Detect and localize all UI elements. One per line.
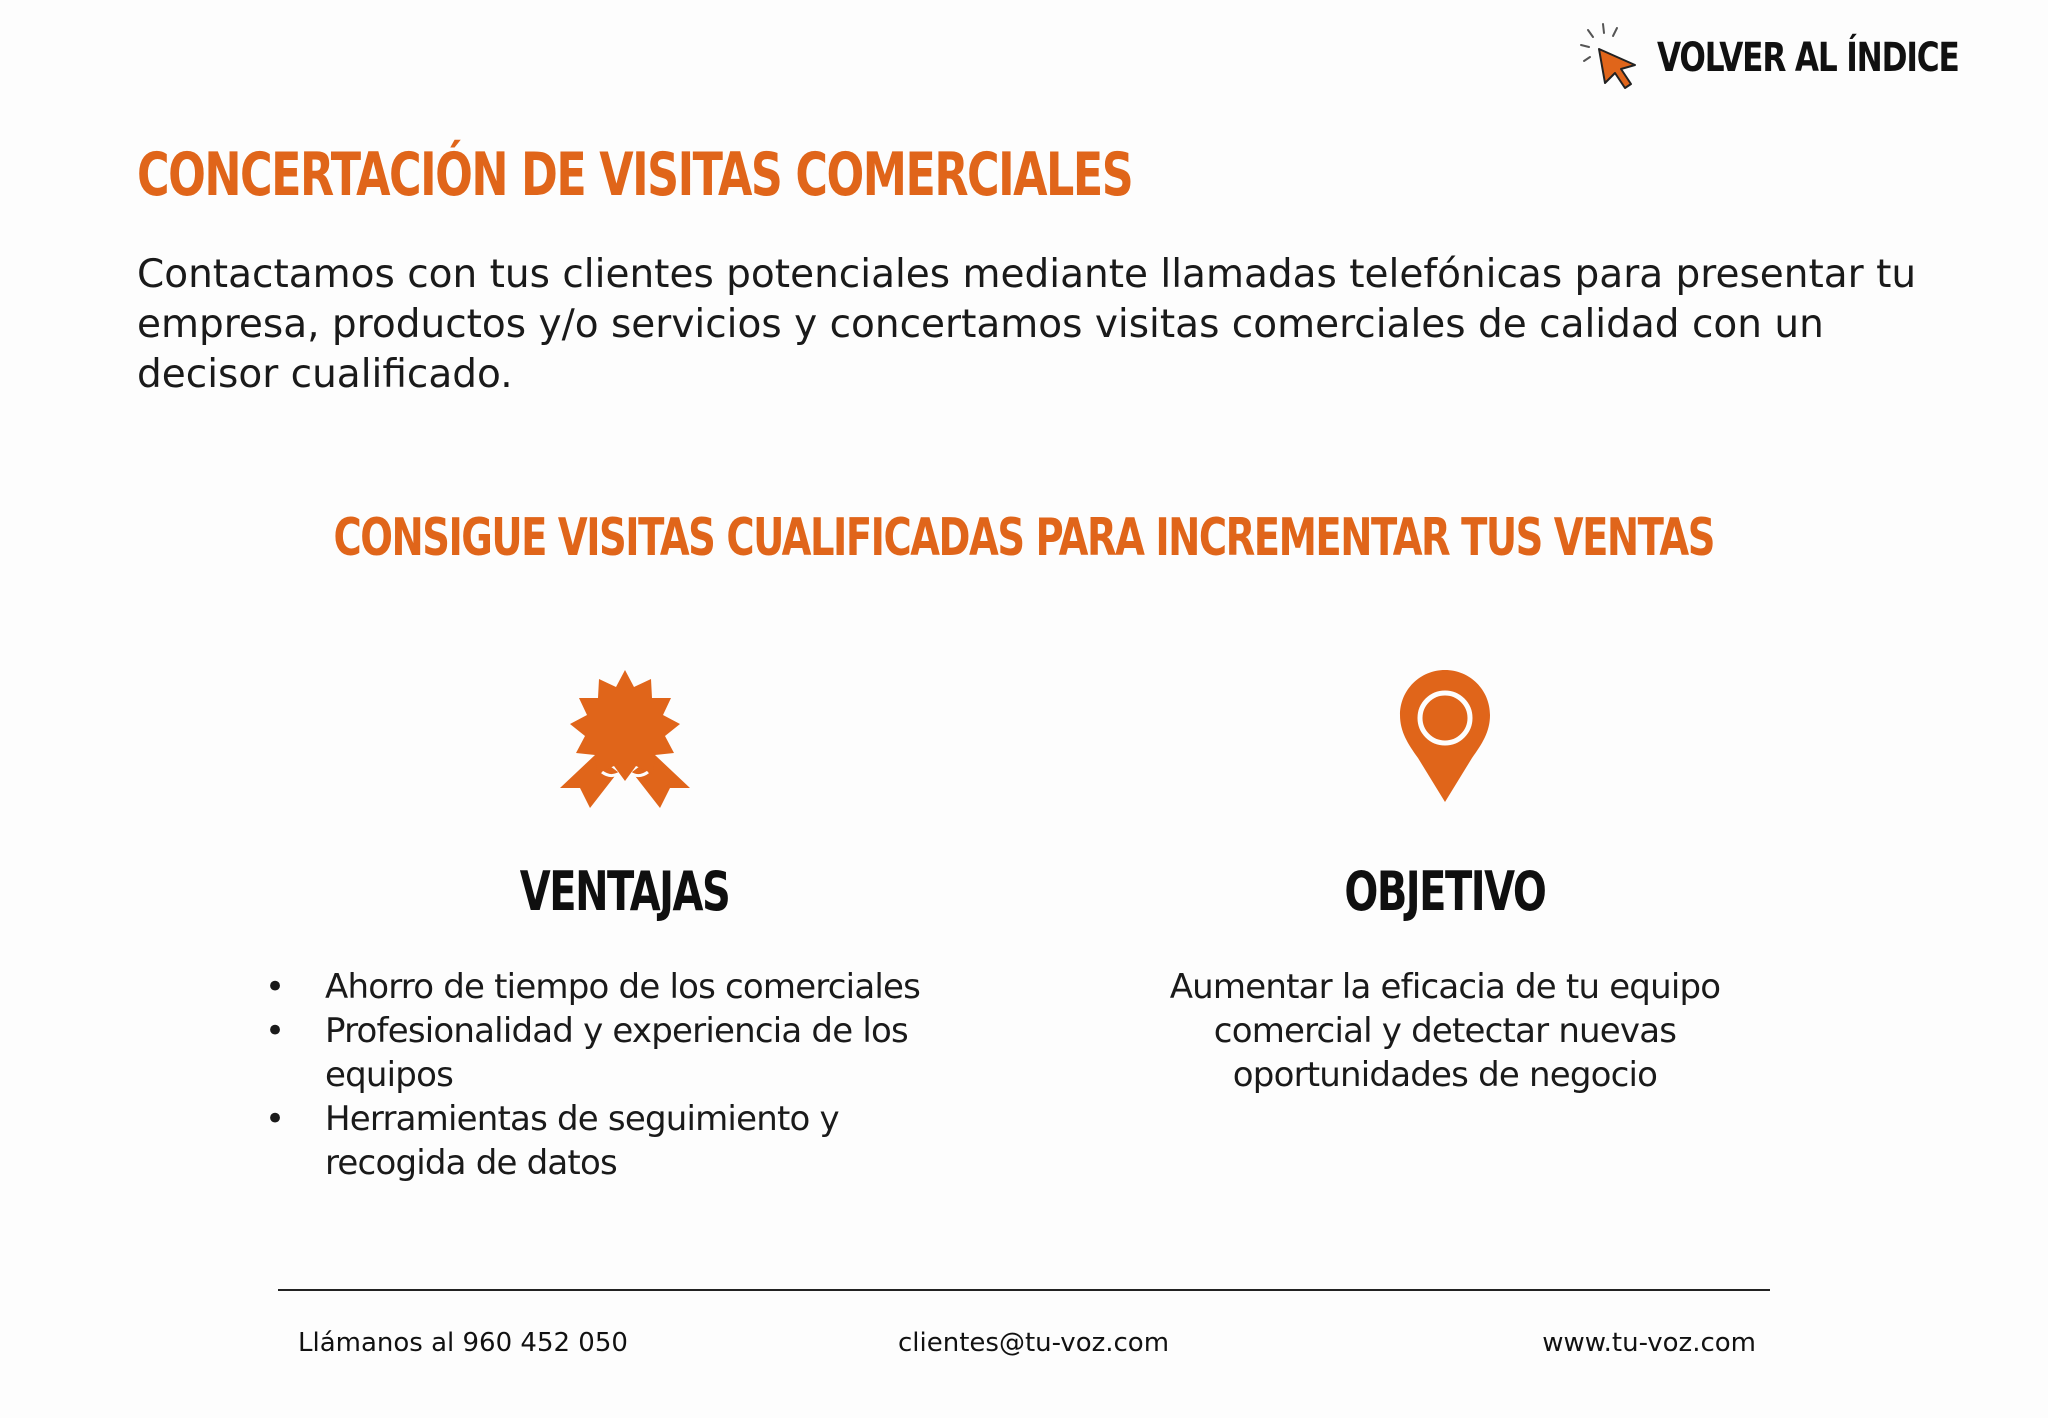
award-badge-icon [540, 660, 710, 820]
bullet-icon: • [265, 967, 285, 1007]
objective-column [1065, 660, 1825, 1097]
intro-paragraph: Contactamos con tus clientes potenciales mediante llamadas telefónicas para presentar tu empresa, productos y/o servicios y concertamos visitas comerciales de calidad con un decisor cualificado. [137, 252, 1917, 397]
cursor-click-icon [1567, 18, 1647, 98]
back-to-index-label: VOLVER AL ÍNDICE [1657, 35, 1959, 81]
footer-website: www.tu-voz.com [1542, 1328, 1756, 1358]
list-item-text: Herramientas de seguimiento y recogida de datos [325, 1099, 839, 1183]
advantages-heading [245, 860, 1005, 923]
bullet-icon: • [265, 1099, 285, 1139]
footer-phone: Llámanos al 960 452 050 [298, 1328, 628, 1358]
list-item-text: Ahorro de tiempo de los comerciales [325, 967, 921, 1007]
list-item [245, 965, 965, 1009]
list-item-text: Profesionalidad y experiencia de los equipos [325, 1011, 908, 1095]
list-item [245, 1009, 965, 1097]
list-item [245, 1097, 965, 1185]
advantages-heading-text: VENTAJAS [520, 860, 730, 923]
back-to-index-link[interactable] [1567, 18, 1986, 98]
section-subtitle-text: CONSIGUE VISITAS CUALIFICADAS PARA INCREMENTAR TUS VENTAS [333, 508, 1715, 568]
objective-text: Aumentar la eficacia de tu equipo comercial y detectar nuevas oportunidades de negocio [1169, 967, 1721, 1095]
page-title: CONCERTACIÓN DE VISITAS COMERCIALES [137, 140, 1133, 210]
advantages-column [245, 660, 1005, 1185]
footer-email: clientes@tu-voz.com [898, 1328, 1170, 1358]
footer-divider [278, 1289, 1770, 1291]
objective-heading-text: OBJETIVO [1344, 860, 1546, 923]
bullet-icon: • [265, 1011, 285, 1051]
advantages-list [245, 965, 965, 1185]
objective-heading [1065, 860, 1825, 923]
section-subtitle [0, 508, 2048, 568]
location-pin-icon [1360, 660, 1530, 820]
